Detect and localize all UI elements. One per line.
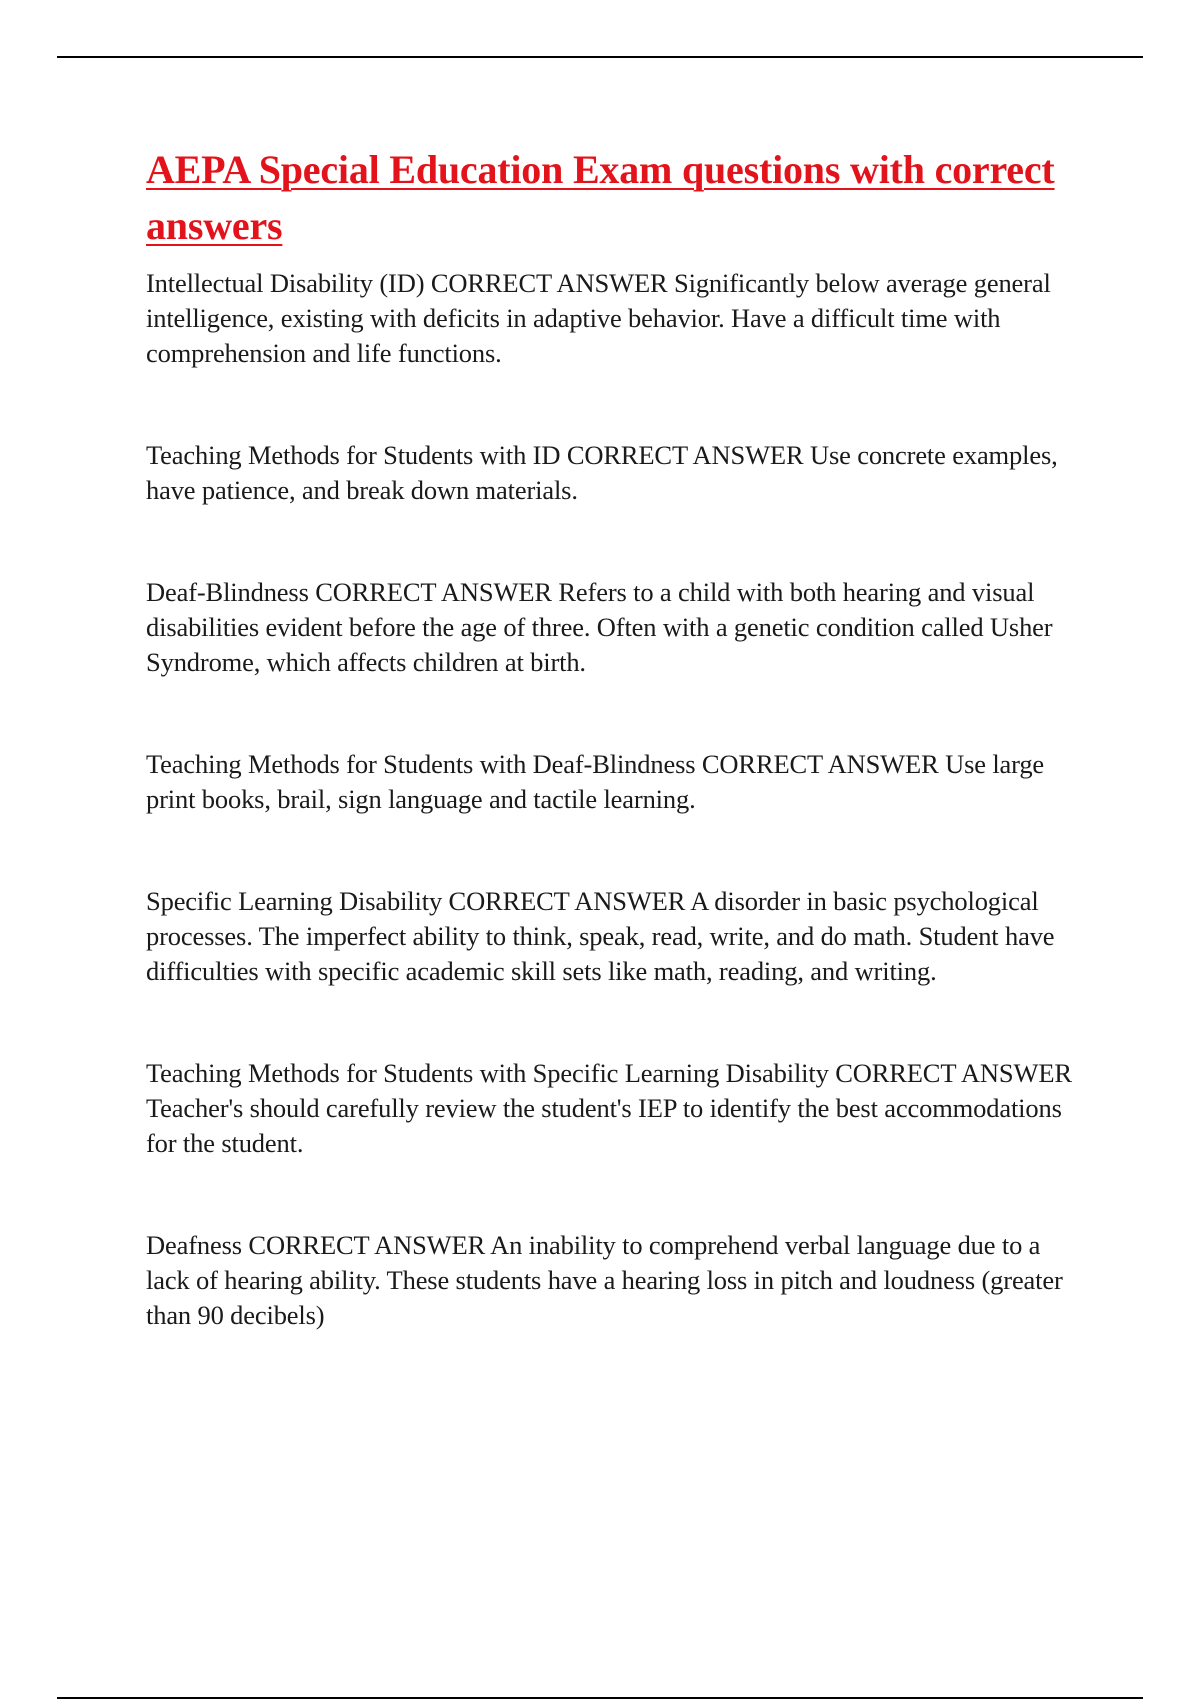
qa-answer: Significantly below average general intelligence, existing with deficits in adaptive behavior. Have a difficult time with comprehension and life functions. xyxy=(146,268,1051,368)
header-rule xyxy=(57,56,1143,58)
footer-rule xyxy=(57,1697,1143,1699)
qa-term: Teaching Methods for Students with Specific Learning Disability xyxy=(146,1058,829,1088)
qa-answer: Use concrete examples, have patience, and break down materials. xyxy=(146,440,1058,505)
answer-marker: CORRECT ANSWER xyxy=(701,749,939,779)
qa-term: Intellectual Disability (ID) xyxy=(146,268,425,298)
qa-term: Deafness xyxy=(146,1230,242,1260)
document-title: AEPA Special Education Exam questions with correct answers xyxy=(146,147,1055,248)
qa-item xyxy=(146,1056,1086,1161)
qa-item xyxy=(146,884,1086,989)
qa-answer: Teacher's should carefully review the student's IEP to identify the best accommodations for the student. xyxy=(146,1093,1062,1158)
qa-list xyxy=(146,266,1086,1333)
document-body xyxy=(146,142,1086,1333)
qa-term: Deaf-Blindness xyxy=(146,577,309,607)
answer-marker: CORRECT ANSWER xyxy=(248,1230,486,1260)
answer-marker: CORRECT ANSWER xyxy=(448,886,686,916)
qa-item xyxy=(146,747,1086,817)
answer-marker: CORRECT ANSWER xyxy=(835,1058,1072,1088)
qa-term: Teaching Methods for Students with ID xyxy=(146,440,561,470)
qa-answer: Use large print books, brail, sign language and tactile learning. xyxy=(146,749,1045,814)
qa-item xyxy=(146,1228,1086,1333)
qa-answer: Refers to a child with both hearing and visual disabilities evident before the age of three. Often with a genetic condition called Usher Syndrome, which affects children at birth. xyxy=(146,577,1053,677)
answer-marker: CORRECT ANSWER xyxy=(430,268,668,298)
answer-marker: CORRECT ANSWER xyxy=(566,440,804,470)
qa-term: Teaching Methods for Students with Deaf-Blindness xyxy=(146,749,696,779)
qa-term: Specific Learning Disability xyxy=(146,886,443,916)
answer-marker: CORRECT ANSWER xyxy=(315,577,552,607)
qa-item xyxy=(146,575,1086,680)
qa-item xyxy=(146,438,1086,508)
qa-item xyxy=(146,266,1086,371)
qa-answer: An inability to comprehend verbal language due to a lack of hearing ability. These students have a hearing loss in pitch and loudness (greater than 90 decibels) xyxy=(146,1230,1063,1330)
qa-answer: A disorder in basic psychological processes. The imperfect ability to think, speak, read, write, and do math. Student have difficulties with specific academic skill sets like math, reading, and writing. xyxy=(146,886,1055,986)
